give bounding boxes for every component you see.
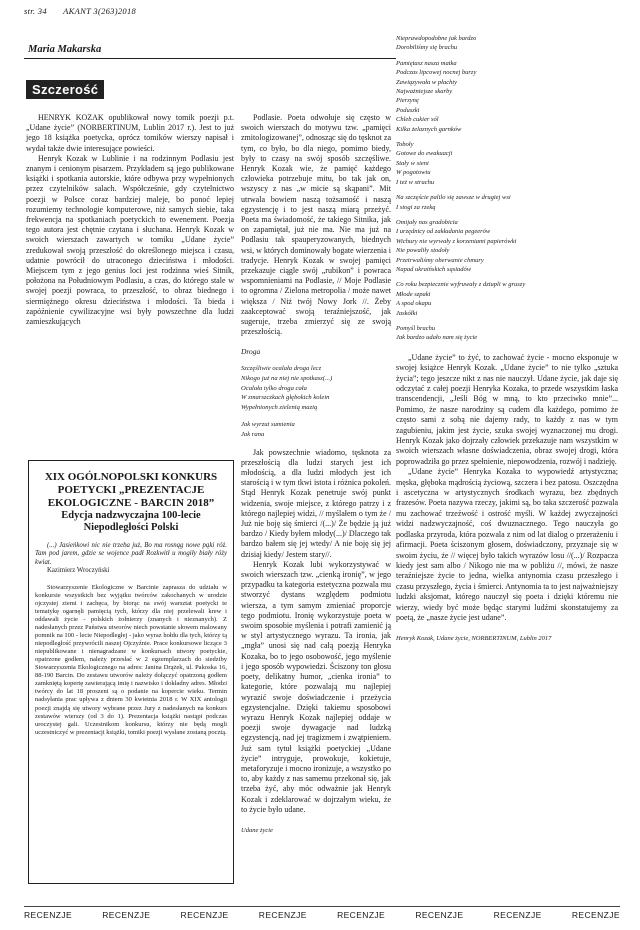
poem-line: Najważniejsze skarby [396, 88, 453, 96]
poem-line: Wichury nie wyrwały z korzeniami papierówki [396, 237, 517, 245]
poem-line: W zmarszczkach głębokich kolein [241, 394, 330, 402]
footer-label: RECENZJE [258, 910, 307, 920]
column-3 [396, 34, 618, 644]
contest-title: XIX OGÓLNOPOLSKI KONKURS POETYCKI „PREZENTACJE EKOLOGICZNE - BARCIN 2018” [44, 471, 218, 509]
poem-line: Napad ukraińskich sąsiadów [396, 265, 472, 273]
page-header [24, 6, 150, 16]
poem-line: Kilka żelaznych garnków [396, 125, 462, 133]
poem-line: Gotowe do ewakuacji [396, 150, 453, 158]
contest-body: Stowarzyszenie Ekologiczne w Barcinie zaprasza do udziału w konkursie wszystkich bez wyjątku twórców zakochanych w urodzie ojczystej ziemi i zachęca, by biorąc na swój warsztat poetycki te tematykę ogarnęli pamięcią tych, którzy dla niej przelewali krew i oddawali życie - polskich żołnierzy (znanych i nieznanych). Z nadesłanych przez Państwa utworów niech powstanie słowem malowany pomnik na 100 - lecie Niepodległej - jako wyraz hołdu dla tych, którzy tą niepodległość przywrócili naszej Ojczyźnie. Prace konkursowe liczące 3 niepublikowane i nienagradzane w konkursach utwory poetyckie, opatrzone godłem, należy przesłać w 2 egzemplarzach do siedziby Stowarzyszenia Ekologicznego na adres: Janina Drążek, ul. Pakoska 16, 88-190 Barcin. Do zestawu utworów należy dołączyć opatrzoną godłem zamkniętą kopertę zawierającą imię i nazwisko i dokładny adres. Młodzi twórcy do lat 18 proszeni są o podanie na kopercie wieku. Termin nadsyłania prac upływa z dniem 30 kwietnia 2018 r. W XIX antologii poezji znajdą się utwory wybrane przez Jury z nadesłanych na konkurs zestawów wierszy (od 3 do 1). Prezentacja książki nastąpi podczas uroczystej gali. Uczestnikom konkursu, którzy nie będą mogli uczestniczyć w prezentacji książki, tomiki poezji wysłane zostaną pocztą. [35, 583, 227, 736]
poem-line: I też w strachu [396, 178, 435, 186]
book-citation: Henryk Kozak, Udane życie, NORBERTINUM, Lublin 2017 [396, 635, 552, 643]
poem-line: Jaskółki [396, 309, 418, 317]
poem-title: Droga [241, 347, 261, 357]
quote-author: Kazimierz Wroczyński [47, 567, 110, 575]
paragraph: Henryk Kozak w Lublinie i na rodzinnym Podlasiu jest znanym i cenionym pisarzem. Przykładem są jego publikowane książki i spotkania autorskie, które odbywa przy wypełnionych przez czytelników salach. Współcześnie, gdy czytelnictwo poezji w Polsce coraz bardziej maleje, bo ponoć lepiej rozumiemy technologie komputerowe, niż samych siebie, taka frekwencja na spotkaniach poetyckich to ewenement. Poezja tego autora jest chętnie czytana i słuchana. Henryk Kozak w swoich wierszach zawartych w tomiku „Udane życie” zredukował swoją przeszłość do określonego miejsca i czasu, udatnie powrócił do utraconego dzieciństwa i młodości. Miejscem tym z jego genius loci jest rodzinna wieś Sitnik, położona na Południowym Podlasiu, a czas, do którego stale w swojej poezji powraca, to przeszłość, to obraz biednego i siermiężnego okresu dzieciństwa i młodości. Ta bieda i zapóźnienie cywilizacyjne wsi były powszechne dla ludzi zamieszkujących [26, 153, 234, 327]
poem-line: Ocalała tylko droga cała [241, 384, 307, 392]
paragraph: Jak powszechnie wiadomo, tęsknota za przeszłością dla ludzi starych jest ich młodością, a dla ludzi młodych jest ich starością i w tym tkwi istota i różnica pokoleń. Stąd Henryk Kozak penetruje swój punkt widzenia, swoje miejsce, z którego patrzy i z którego najlepiej widzi, // myślałem o tym że / Już nie boję się śmierci /(...)/ Że będzie ją już bardzo / Kiedy byłem młody(...)/ Dlaczego tak bardzo bałem się jej wtedy/ A nie boję się jej dzisiaj kiedy/ Jestem stary//. [241, 447, 391, 559]
poem-line: Toboły [396, 141, 414, 149]
footer-label: RECENZJE [24, 910, 73, 920]
poem-line: Pamiętasz nasza matka [396, 59, 457, 67]
poem-line: Nikogo już na niej nie spotkasz(...) [241, 375, 333, 383]
paragraph: Podlasie. Poeta odwołuje się często w swoich wierszach do motywu tzw. „pamięci zmitologizowanej”, odnosząc się do tęsknot za tym, co było, bo dla niego, pomimo biedy, były to czasy na swój sposób szczęśliwe. Henryk Kozak wie, że pamięć każdego człowieka potrzebuje mitu, bo tak jak on, wszyscy z nas „w micie są skąpani”. Mit utrwala bowiem naszą tożsamość i naszą egzystencję i to jest naszą miarą przeżyć. Poeta ma świadomość, że takiego Sitnika, jak on zapamiętał, już nie ma. Nie ma już na Podlasiu tak spauperyzowanych, biednych wsi, w których dominowały bogate wierzenia i tradycje. Henryk Kozak w swojej pamięci przekazuje ciągle swój „rubikon” i powraca wspomnieniami na Podlasie, // Moje Podlasie to ogromna / Zielona metropolia / może nawet większa / Niż twój Nowy Jork //. Żeby zaakceptować swoją teraźniejszość, jak sugeruje, trzeba zmierzyć się ze swoją przeszłością. [241, 113, 391, 337]
poem-line: Dorobiliśmy się brachu [396, 44, 458, 52]
footer-label: RECENZJE [415, 910, 464, 920]
poem-udane-zycie [396, 34, 618, 343]
column-2 [241, 113, 391, 836]
poem-line: Co roku bezpiecznie wyfruwały z dziupli w gruszy [396, 281, 526, 289]
poem-line: Szczęśliwie ocalała droga lecz [241, 365, 322, 373]
contest-quote: (...) Jasieńkowi nic nie trzeba już, Bo ma rosnąg nowe pąki róż. Tam pod jarem, gdzie se wojence padł Rozkwitł u mogiły biały róży kwiat. [35, 542, 227, 566]
footer-label: RECENZJE [571, 910, 620, 920]
article-title: Szczerość [26, 80, 104, 99]
contest-announcement [28, 460, 234, 884]
footer-label: RECENZJE [102, 910, 151, 920]
journal-issue: AKANT 3(263)2018 [63, 6, 137, 16]
poem-line: Wypełnionych zielenią mazią [241, 403, 318, 411]
poem-line: Zawiązywała w płachty [396, 78, 458, 86]
poem-line: Młode szpaki [396, 290, 431, 298]
poem-line: Przetrwaliśmy oberwanie chmury [396, 256, 484, 264]
poem-line: Pierzynę [396, 97, 419, 105]
poem-line: W pogotowiu [396, 169, 431, 177]
poem-line: Poduszki [396, 106, 420, 114]
footer-label: RECENZJE [493, 910, 542, 920]
column-1 [26, 113, 234, 327]
article-author: Maria Makarska [28, 44, 102, 55]
footer-label: RECENZJE [337, 910, 386, 920]
poem-line: Pomyśl brachu [396, 324, 436, 332]
poem-line: Jak rana [241, 431, 265, 439]
poem-line: Nieprawdopodobne jak bardzo [396, 35, 477, 42]
contest-subtitle: Edycja nadzwyczajna 100-lecie Niepodległości Polski [61, 510, 201, 533]
poem-line: Chleb cukier sól [396, 116, 439, 124]
poem-line: Omijały nas gradobicia [396, 218, 458, 226]
poem-line: I urzędnicy od zakładania pegeerów [396, 228, 491, 236]
paragraph: „Udane życie” Henryka Kozaka to wypowiedź artystyczna; męska, głęboka mądrością życiową, szczera i bez patosu. Oszczędna i ascetyczna w artystycznych środkach wyrazu, bez zbędnych frazesów. Poeta nazywa rzeczy, jakimi są, bo taka szczerość pozwala mu zachować trzeźwość i ostrość myśli. W każdej zwyczajności widzi nadzwyczajność, coś dwuznacznego. Tego nauczyła go podlaska przyroda, która pozwala z nim od lat dialog o przerażeniu i afirmacji. Poeta ściszonym głosem, doświadczony, przyznaje się w swoim życiu, że // więcej było takich wyrazów losu //(...)/ Rozpacza kiedy jest sam albo / Nikogo nie ma w pobliżu //, mówi, że nasze teraźniejsze życie to jedna, wielka antynomia czasu przeszłego i czasu przyszłego, życia i śmierci. Antynomia ta to jest najważniejszy ludzki aksjomat, którego nauczył się poeta i dzięki któremu nie wierzy, wiedy być może będąc starymi ludźmi skonstatujemy za poetą, że „nasze życie jest udane”. [396, 467, 618, 622]
page-number: str. 34 [24, 6, 47, 16]
poem-line: Na szczęście palilo się zawsze w drugiej wsi [396, 194, 511, 202]
footer-label: RECENZJE [180, 910, 229, 920]
poem-line: Nie powaliły stodoły [396, 247, 450, 255]
poem-caption: Udane życie [241, 826, 273, 834]
poem-line: Jak wyrzut sumienia [241, 421, 295, 429]
poem-line: Jak bardzo udało nam się życie [396, 334, 478, 342]
header-rule [24, 58, 396, 59]
poem-line: Podczas lipcowej nocnej burzy [396, 69, 477, 77]
poem-line: A spod okapu [396, 300, 432, 308]
paragraph: Henryk Kozak lubi wykorzystywać w swoich wierszach tzw. „cienką ironię”, w jego przypadku ta kategoria estetyczna pozwala mu stworzyć dystans względem podmiotu wiersza, a tym samym zmieniać proporcje tego podmiotu. Ironię wykorzystuje poeta w swoim sposobie myślenia i potrafi zamienić ją w styl artystycznego wyrazu. Ta ironia, jak „mgła” unosi się nad całą poezją Henryka Kozaka, bo to jego osobowość, jego myślenie i jego sposób wypowiedzi. Ściszony ton głosu poety, delikatny humor, „cienka ironia” to kategorie, które pozwalają mu najlepiej wyrazić swoje doświadczenie i przeżycia egzystencjalne. Dzięki takiemu sposobowi wyrazu Henryk Kozak najlepiej oddaje w poezji swoje dywagacje nad ludzką egzystencją, nad jej tragizmem i zwątpieniem. Już sam tytuł książki poetyckiej „Udane życie” intryguje, prowokuje, kokietuje, metaforyzuje i mocno ironizuje, a wszystko po to, aby każdy z nas samemu przekonał się, jak trzeba żyć, aby móc odważnie jak Henryk Kozak i zdeklarować w dojrzałym wieku, że to życie było udane. [241, 559, 391, 814]
section-footer [24, 906, 620, 920]
poem-droga [241, 364, 391, 439]
paragraph: HENRYK KOZAK opublikował nowy tomik poezji p.t. „Udane życie” (NORBERTINUM, Lublin 2017 r.). Jest to już jego 18 książka poetycka, oprócz tomików wierszy napisał i wydał także dwie interesujące powieści. [26, 113, 234, 153]
paragraph: „Udane życie” to żyć, to zachować życie - mocno eksponuje w swojej książce Henryk Kozak. „Udane życie” to nie tylko „sztuka życia”; tego jeszcze nikt z nas nie nauczył. Udane życie, jak daje się odczytać z całej poezji Henryka Kozaka, to przede wszystkim łaska transcendencji, „Jeśli Bóg w mną, to kto przeciwko mnie”... Pomimo, że nasze narodziny są cudem dla każdego, pomimo że często sami z sobą nie dajemy rady, to każdy z nas w tym zagubieniu, jakim jest życie, szuka swojej wyznaczonej mu drogi. Henryk Kozak jako dojrzały człowiek przekazuje nam wszystkim w swoich wierszach własne doświadczenia, obraz swojej drogi, która poprowadziła go przez spełnienie, niepowodzenia, rozwój i nadzieję. [396, 352, 618, 466]
poem-line: I stogi za rzeką [396, 203, 436, 211]
poem-line: Stały w sieni [396, 159, 429, 167]
